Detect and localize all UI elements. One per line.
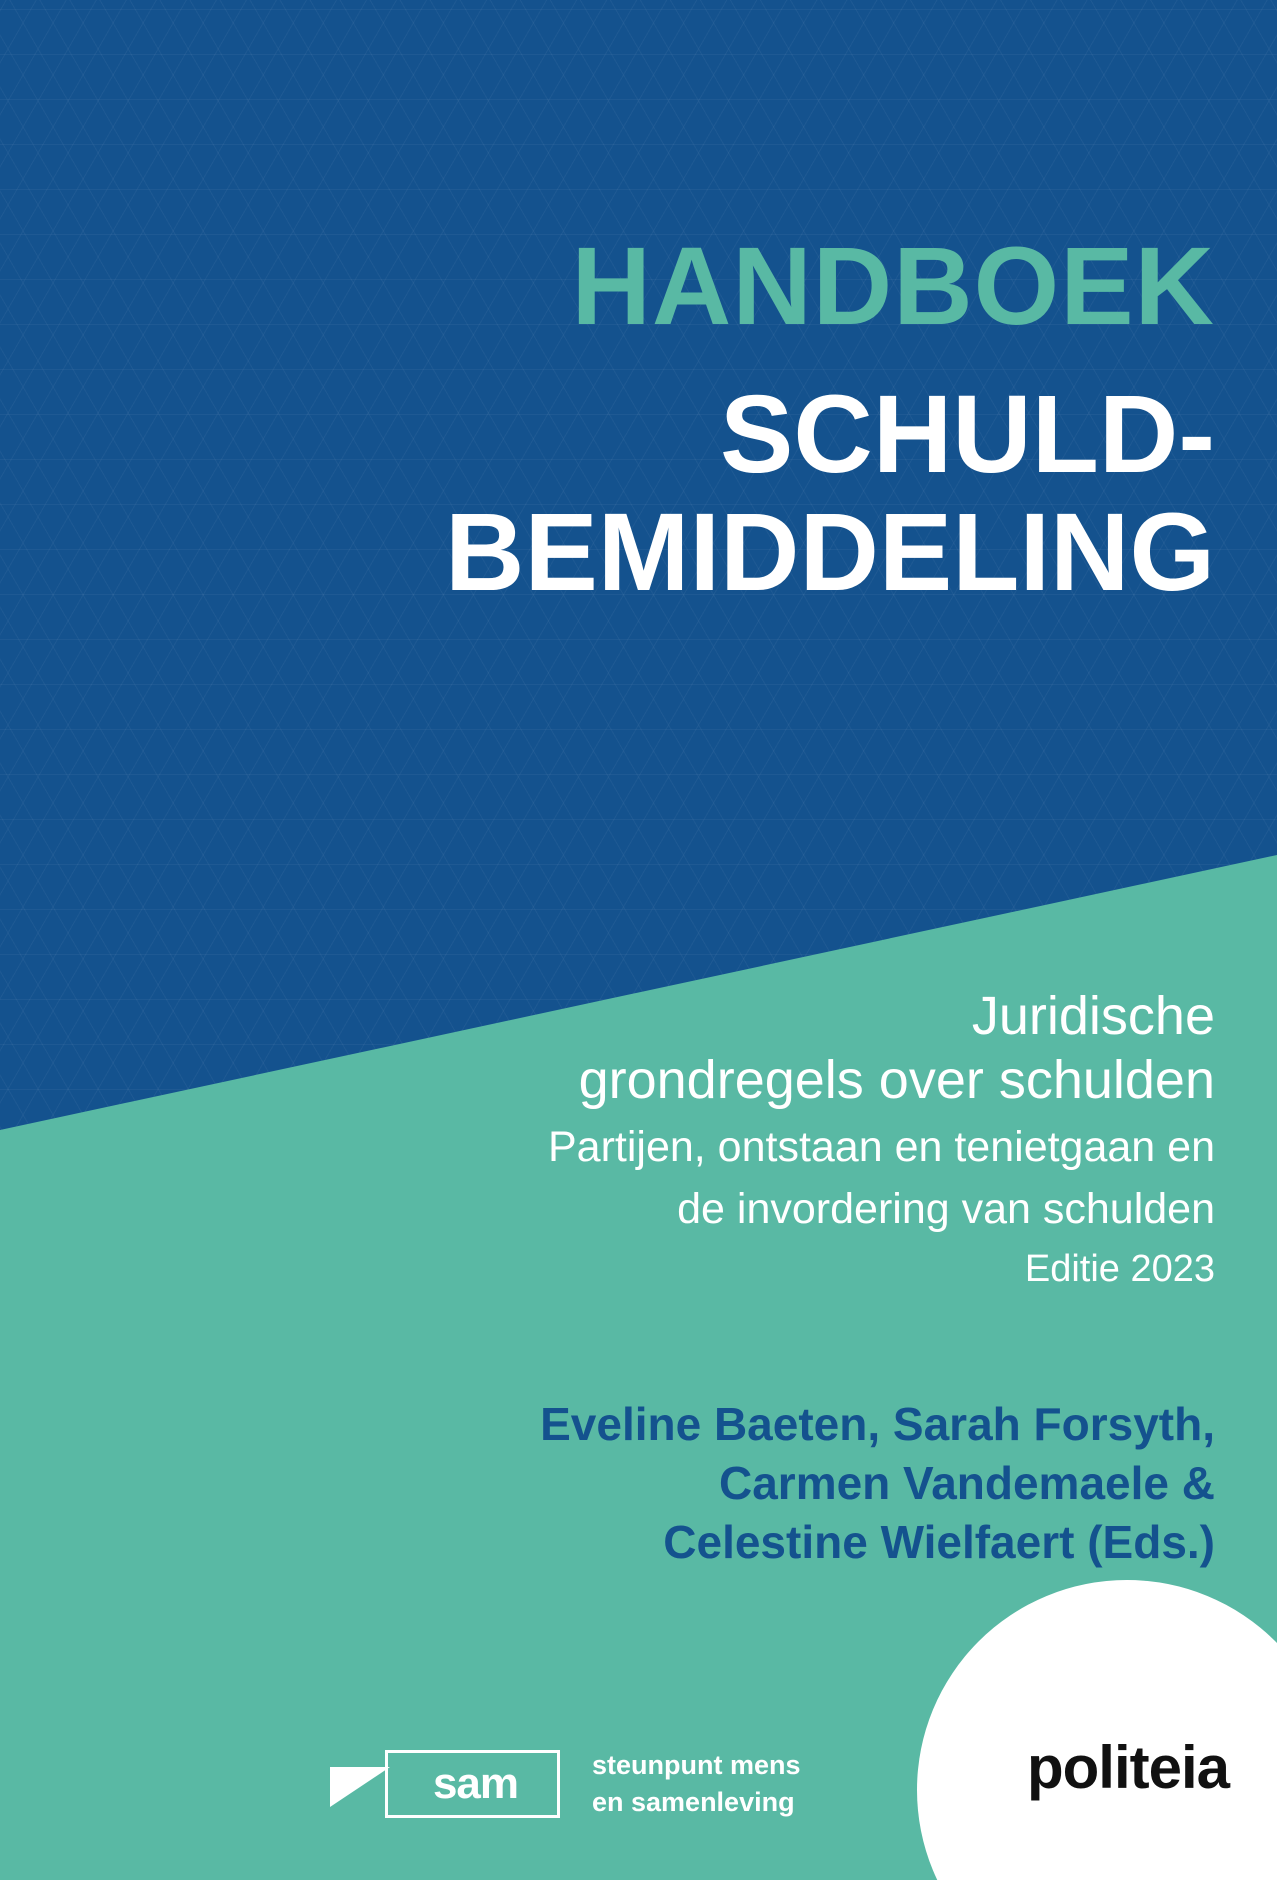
subtitle-line-3: Partijen, ontstaan en tenietgaan en (547, 1123, 1215, 1172)
sam-tagline-line-1: steunpunt mens (592, 1750, 801, 1781)
edition-label: Editie 2023 (1024, 1247, 1215, 1290)
cover-subtitle (395, 985, 1215, 1291)
subtitle-line-1: Juridische (971, 986, 1215, 1046)
sam-tagline-line-2: en samenleving (592, 1786, 795, 1817)
title-line-schuld: SCHULD- (720, 373, 1215, 496)
author-line-3: Celestine Wielfaert (Eds.) (663, 1515, 1215, 1568)
cover-title (445, 225, 1215, 614)
subtitle-line-2: grondregels over schulden (578, 1049, 1215, 1110)
sam-logo-arrow-icon (330, 1767, 390, 1807)
sam-logo-wordmark: sam (432, 1758, 519, 1808)
title-line-handboek: HANDBOEK (571, 225, 1215, 348)
author-line-1: Eveline Baeten, Sarah Forsyth, (540, 1398, 1215, 1450)
sam-logo-tagline (592, 1747, 801, 1820)
sam-logo-mark (385, 1750, 560, 1818)
author-list (455, 1395, 1215, 1572)
title-line-bemiddeling: BEMIDDELING (445, 491, 1215, 614)
publisher-logo: politeia (1026, 1734, 1229, 1801)
author-line-2: Carmen Vandemaele & (718, 1456, 1215, 1509)
sam-logo (385, 1747, 801, 1820)
subtitle-line-4: de invordering van schulden (677, 1185, 1215, 1234)
